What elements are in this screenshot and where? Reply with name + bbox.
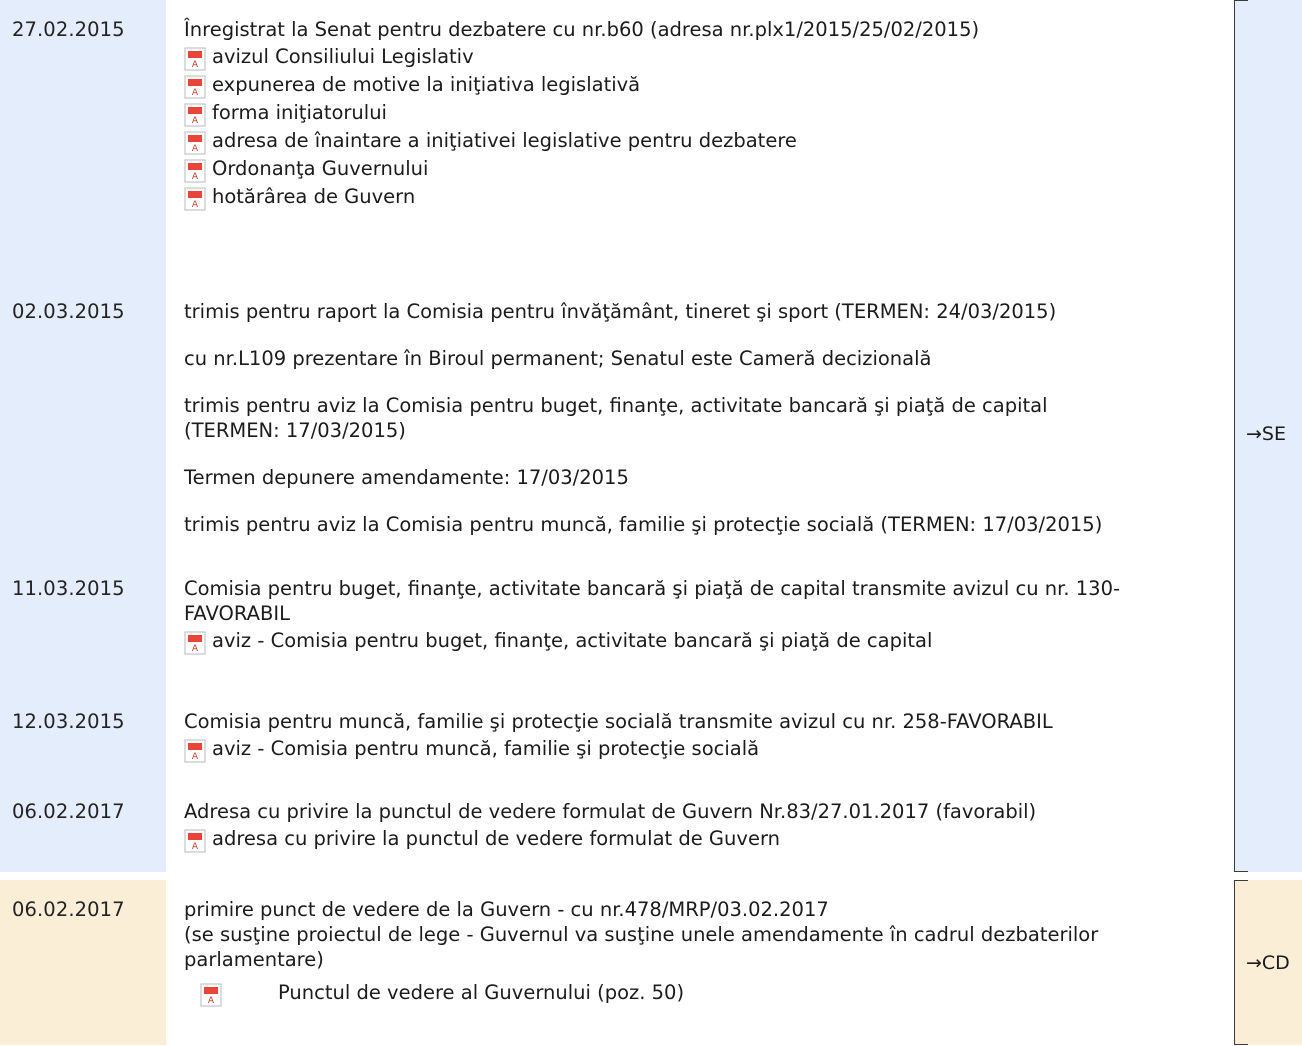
document-link[interactable] [184,73,1174,99]
pdf-icon [184,187,206,211]
pdf-icon [184,75,206,99]
pdf-icon [184,131,206,155]
pdf-icon [184,47,206,71]
svg-text:A: A [191,59,199,70]
svg-text:A: A [191,643,199,654]
row-content [166,559,1234,692]
svg-text:A: A [191,199,199,210]
document-label: avizul Consiliului Legislativ [212,44,474,68]
chamber-label-senate-text: →SE [1246,423,1286,445]
row-date: 12.03.2015 [12,710,125,733]
document-label: aviz - Comisia pentru muncă, familie şi protecţie socială [212,736,760,760]
table-row [0,880,1302,1045]
pdf-icon [184,631,206,655]
svg-text:A: A [191,841,199,852]
document-link[interactable] [184,101,1174,127]
document-label: Ordonanţa Guvernului [212,156,429,180]
row-date: 06.02.2017 [12,800,125,823]
document-link[interactable] [200,981,1174,1007]
row-date: 02.03.2015 [12,300,125,323]
row-content [166,692,1234,782]
svg-text:A: A [191,87,199,98]
document-link[interactable] [184,827,1174,853]
table-row [0,282,1302,559]
svg-text:A: A [191,171,199,182]
pdf-icon [184,829,206,853]
chamber-label-cd-text: →CD [1246,952,1290,974]
row-date: 11.03.2015 [12,577,125,600]
svg-text:A: A [191,143,199,154]
entry-text: Termen depunere amendamente: 17/03/2015 [184,465,629,489]
row-date: 27.02.2015 [12,18,125,41]
entry-text: Comisia pentru muncă, familie şi protecţie socială transmite avizul cu nr. 258-FAVORABIL [184,710,1053,733]
document-label: hotărârea de Guvern [212,184,416,208]
entry-text: primire punct de vedere de la Guvern - cu nr.478/MRP/03.02.2017 [184,898,829,921]
document-label: adresa cu privire la punctul de vedere formulat de Guvern [212,826,780,850]
table-row [0,692,1302,782]
chamber-group-cd [0,880,1302,1045]
row-content [166,282,1234,559]
table-row [0,782,1302,872]
entry-text: Adresa cu privire la punctul de vedere formulat de Guvern Nr.83/27.01.2017 (favorabil) [184,800,1037,823]
document-link[interactable] [184,185,1174,211]
entry-text: (se susţine proiectul de lege - Guvernul va susţine unele amendamente în cadrul dezbaterilor parlamentare) [184,922,1099,971]
entry-text: trimis pentru aviz la Comisia pentru muncă, familie şi protecţie socială (TERMEN: 17/03/2015) [184,512,1103,536]
entry-text: Comisia pentru buget, finanţe, activitate bancară şi piaţă de capital transmite avizul cu nr. 130-FAVORABIL [184,577,1121,625]
pdf-icon [184,159,206,183]
document-label: expunerea de motive la iniţiativa legislativă [212,72,641,96]
row-content [166,0,1234,282]
entry-text: Înregistrat la Senat pentru dezbatere cu nr.b60 (adresa nr.plx1/2015/25/02/2015) [184,18,980,41]
table-row [0,559,1302,692]
table-row [0,0,1302,282]
group-divider [0,872,1302,880]
entry-text: trimis pentru raport la Comisia pentru învăţământ, tineret şi sport (TERMEN: 24/03/2015) [184,300,1057,323]
chamber-label-senate [1246,423,1286,445]
pdf-icon [200,983,222,1007]
row-date: 06.02.2017 [12,898,125,921]
document-label: Punctul de vedere al Guvernului (poz. 50) [278,980,685,1004]
document-link[interactable] [184,737,1174,763]
pdf-icon [184,103,206,127]
document-label: adresa de înaintare a iniţiativei legislative pentru dezbatere [212,128,797,152]
document-label: forma iniţiatorului [212,100,387,124]
svg-text:A: A [191,115,199,126]
document-link[interactable] [184,129,1174,155]
pdf-icon [184,739,206,763]
svg-text:A: A [191,751,199,762]
document-link[interactable] [184,157,1174,183]
document-link[interactable] [184,45,1174,71]
svg-text:A: A [207,995,215,1006]
document-link[interactable] [184,629,1174,655]
chamber-label-cd [1246,952,1290,974]
row-content [166,782,1234,872]
entry-text: cu nr.L109 prezentare în Biroul permanent; Senatul este Cameră decizională [184,346,932,370]
row-content [166,880,1234,1045]
document-label: aviz - Comisia pentru buget, finanţe, activitate bancară şi piaţă de capital [212,628,933,652]
entry-text: trimis pentru aviz la Comisia pentru buget, finanţe, activitate bancară şi piaţă de capital (TERMEN: 17/03/2015) [184,393,1048,442]
